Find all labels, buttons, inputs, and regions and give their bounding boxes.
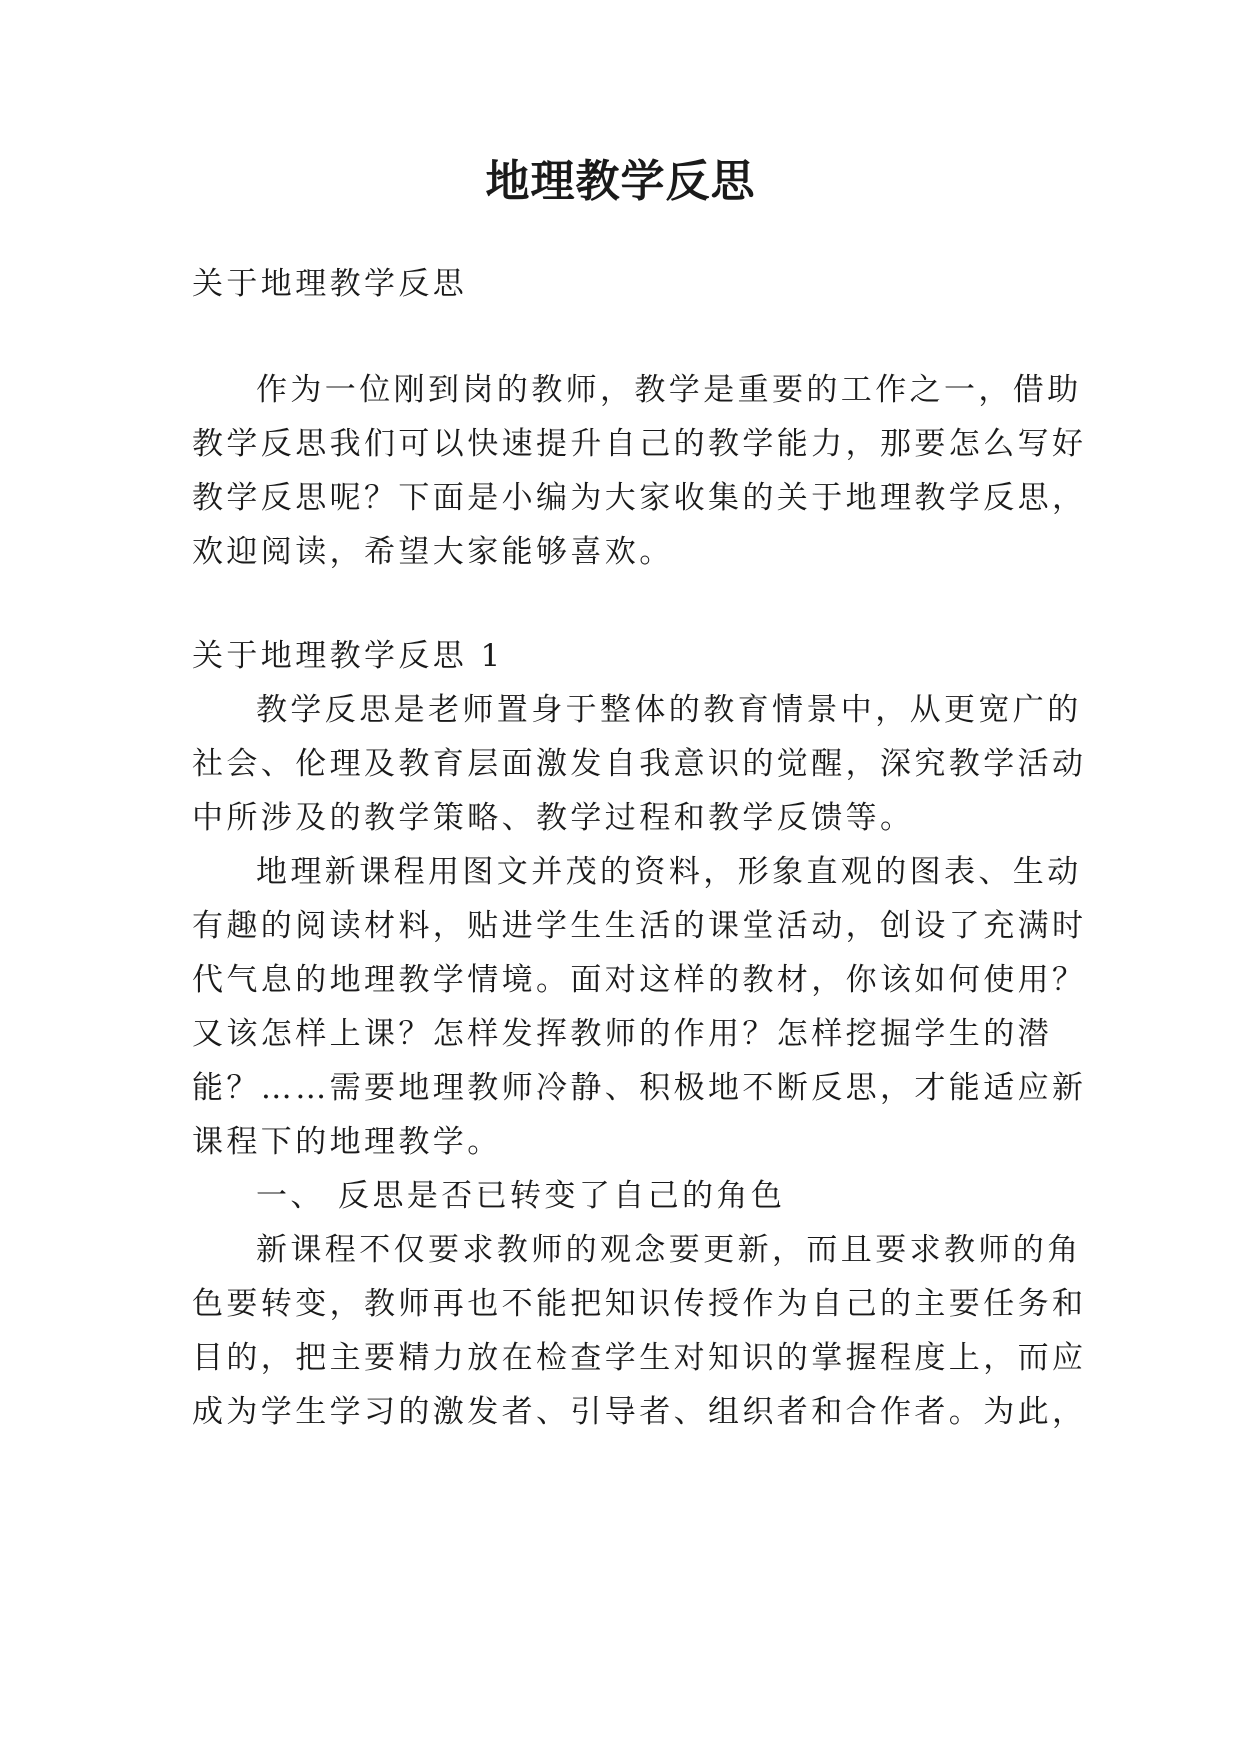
section-heading: 关于地理教学反思 1	[192, 638, 504, 674]
document-subtitle: 关于地理教学反思	[192, 266, 468, 302]
paragraph-line: 又该怎样上课？怎样发挥教师的作用？怎样挖掘学生的潜	[192, 1016, 1052, 1052]
paragraph-line: 目的，把主要精力放在检查学生对知识的掌握程度上，而应	[192, 1340, 1087, 1376]
intro-line: 教学反思呢？下面是小编为大家收集的关于地理教学反思，	[192, 480, 1087, 516]
intro-line: 作为一位刚到岗的教师，教学是重要的工作之一，借助	[256, 372, 1082, 408]
point-heading: 一、 反思是否已转变了自己的角色	[256, 1178, 786, 1214]
paragraph-line: 代气息的地理教学情境。面对这样的教材，你该如何使用？	[192, 962, 1087, 998]
document-title: 地理教学反思	[485, 156, 756, 207]
paragraph-line: 能？……需要地理教师冷静、积极地不断反思，才能适应新	[192, 1070, 1087, 1106]
paragraph-line: 社会、伦理及教育层面激发自我意识的觉醒，深究教学活动	[192, 746, 1087, 782]
paragraph-line: 新课程不仅要求教师的观念要更新，而且要求教师的角	[256, 1232, 1082, 1268]
paragraph-line: 色要转变，教师再也不能把知识传授作为自己的主要任务和	[192, 1286, 1087, 1322]
intro-line: 欢迎阅读，希望大家能够喜欢。	[192, 534, 674, 570]
paragraph-line: 课程下的地理教学。	[192, 1124, 502, 1160]
paragraph-line: 地理新课程用图文并茂的资料，形象直观的图表、生动	[256, 854, 1082, 890]
paragraph-line: 中所涉及的教学策略、教学过程和教学反馈等。	[192, 800, 915, 836]
paragraph-line: 成为学生学习的激发者、引导者、组织者和合作者。为此，	[192, 1394, 1087, 1430]
paragraph-line: 有趣的阅读材料，贴进学生生活的课堂活动，创设了充满时	[192, 908, 1087, 944]
paragraph-line: 教学反思是老师置身于整体的教育情景中，从更宽广的	[256, 692, 1082, 728]
intro-line: 教学反思我们可以快速提升自己的教学能力，那要怎么写好	[192, 426, 1087, 462]
